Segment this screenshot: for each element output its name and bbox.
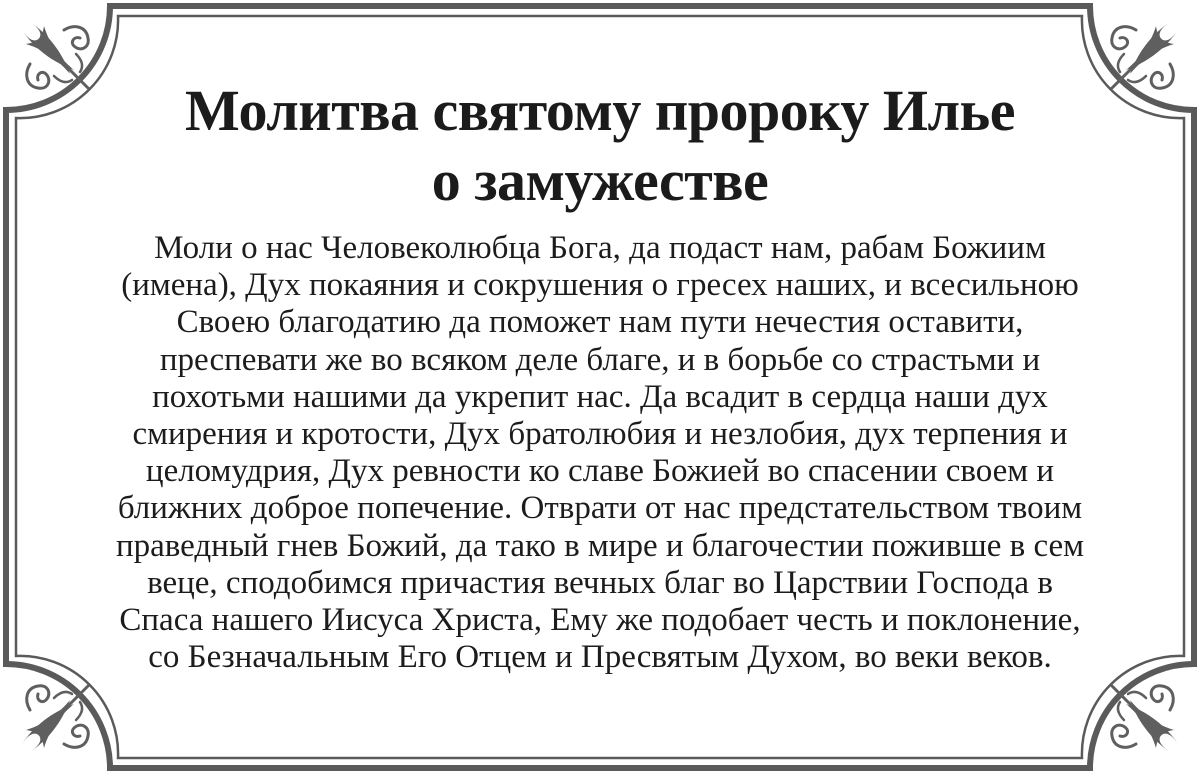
title-line-1: Молитва святому пророку Илье — [185, 78, 1015, 143]
body-line: Своею благодатию да поможет нам пути нечестия оставити, — [176, 304, 1024, 341]
prayer-body — [60, 230, 1140, 676]
body-line: веце, сподобимся причастия вечных благ во Царствии Господа в — [147, 564, 1053, 601]
body-line: (имена), Дух покаяния и сокрушения о гресех наших, и всесильною — [121, 267, 1079, 304]
body-line: праведный гнев Божий, да тако в мире и благочестии поживше в сем — [115, 527, 1085, 564]
body-line: преспевати же во всяком деле благе, и в борьбе со страстьми и — [159, 341, 1041, 378]
body-line: ближних доброе попечение. Отврати от нас предстательством твоим — [117, 490, 1083, 527]
body-line: со Безначальным Его Отцем и Пресвятым Духом, во веки веков. — [148, 639, 1052, 676]
body-line: похотьми нашими да укрепит нас. Да всадит в сердца наши дух — [152, 378, 1048, 415]
body-line: Спаса нашего Иисуса Христа, Ему же подобает честь и поклонение, — [119, 601, 1081, 638]
title-line-2: о замужестве — [431, 148, 769, 213]
body-line: целомудрия, Дух ревности ко славе Божией во спасении своем и — [145, 453, 1055, 490]
body-line: Моли о нас Человеколюбца Бога, да подаст нам, рабам Божиим — [154, 230, 1046, 266]
body-line: смирения и кротости, Дух братолюбия и незлобия, дух терпения и — [132, 415, 1068, 452]
